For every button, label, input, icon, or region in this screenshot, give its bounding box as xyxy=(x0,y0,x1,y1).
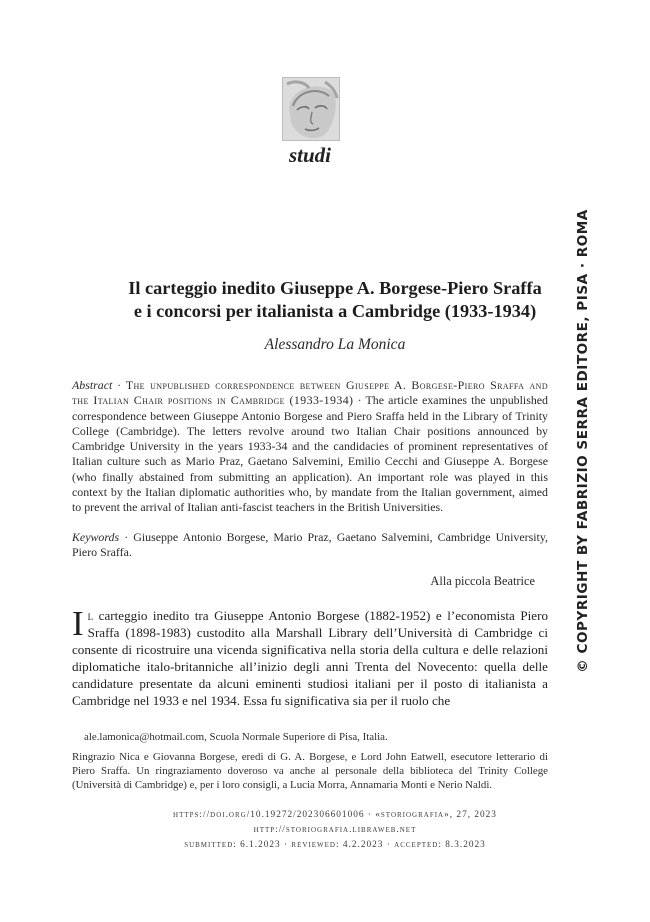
abstract-english-title: The unpublished correspondence between Giuseppe A. Borgese-Piero Sraffa and the Italian Chair positions in Cambridge (1933-1934) xyxy=(72,378,548,408)
body-text: carteggio inedito tra Giuseppe Antonio Borgese (1882-1952) e l’economista Piero Sraffa (1898-1983) custodito alla Marshall Library dell’Università di Cambridge ci consente di ricostruire una vicenda significativa nella storia della cultura e delle relazioni diplomatiche italo-britanniche all’inizio degli anni Trenta del Novecento: quella delle candidature presentate da alcuni eminenti studiosi italiani per il posto di italianista a Cambridge nel 1933 e nel 1934. Essa fu significativa sia per il ruolo che xyxy=(72,608,548,708)
journal-url-line: http://storiografia.libraweb.net xyxy=(253,825,417,835)
keywords xyxy=(72,530,548,561)
article-author: Alessandro La Monica xyxy=(264,336,406,353)
article-title-line-2: e i concorsi per italianista a Cambridge (1933-1934) xyxy=(133,301,537,321)
sculpted-face-logo xyxy=(283,78,339,140)
acknowledgements-note: Ringrazio Nica e Giovanna Borgese, eredi di G. A. Borgese, e Lord John Eatwell, esecutore letterario di Piero Sraffa. Un ringraziamento doveroso va anche al personale della biblioteca del Trinity College (Università di Cambridge) e, per i loro consigli, a Lucia Morra, Annamaria Monti e Nerio Naldi. xyxy=(72,751,548,791)
author-affiliation-note: ale.lamonica@hotmail.com, Scuola Normale Superiore di Pisa, Italia. xyxy=(84,731,388,743)
abstract xyxy=(72,378,548,516)
doi-line: https://doi.org/10.19272/202306601006 · «storiografia», 27, 2023 xyxy=(173,810,497,820)
body-paragraph xyxy=(72,604,548,709)
abstract-text: · The article examines the unpublished correspondence between Giuseppe Antonio Borgese and Piero Sraffa held in the Library of Trinity College (Cambridge). The letters revolve around two Italian Chair positions announced by Cambridge University in the years 1933-34 and the candidacies of prominent representatives of Italian culture such as Mario Praz, Gaetano Salvemini, Emilio Cecchi and Giuseppe A. Borgese (who finally abstained from submitting an application). An important role was played in this context by the Italian diplomatic authorities who, by mandate from the Italian government, aimed to prevent the arrival of Italian anti-fascist teachers in the British Universities. xyxy=(72,393,548,515)
keywords-lead: Keywords xyxy=(72,530,120,544)
article-title-line-1: Il carteggio inedito Giuseppe A. Borgese-Piero Sraffa xyxy=(128,278,542,298)
submission-dates-line: submitted: 6.1.2023 · reviewed: 4.2.2023 · accepted: 8.3.2023 xyxy=(184,840,486,850)
section-label: studi xyxy=(288,143,332,167)
abstract-separator: · xyxy=(112,378,126,392)
keywords-text: · Giuseppe Antonio Borgese, Mario Praz, Gaetano Salvemini, Cambridge University, Piero Sraffa. xyxy=(72,530,548,560)
body-lead-small-caps: l xyxy=(87,608,94,623)
journal-logo xyxy=(282,77,340,141)
dedication: Alla piccola Beatrice xyxy=(430,574,535,588)
copyright-text: © COPYRIGHT BY FABRIZIO SERRA EDITORE, PISA · ROMA xyxy=(575,209,591,673)
footnotes xyxy=(72,730,548,798)
abstract-lead: Abstract xyxy=(72,378,113,392)
drop-cap: I xyxy=(72,604,84,643)
article-title xyxy=(60,277,610,323)
